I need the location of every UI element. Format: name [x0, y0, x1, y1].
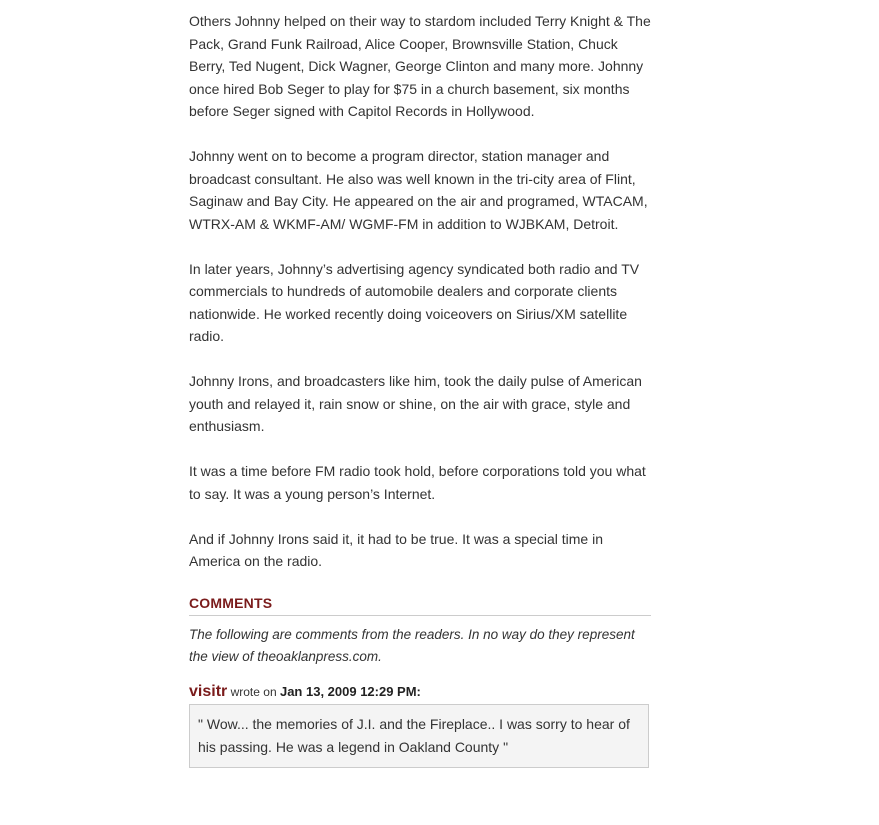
comments-disclaimer: The following are comments from the readers. In no way do they represent the view of theoaklanpress.com. — [189, 627, 635, 664]
article-paragraph: In later years, Johnny’s advertising agency syndicated both radio and TV commercials to hundreds of automobile dealers and corporate clients nationwide. He worked recently doing voiceovers on Sirius/XM satellite radio. — [189, 260, 640, 344]
comment-text: " Wow... the memories of J.I. and the Fireplace.. I was sorry to hear of his passing. He was a legend in Oakland County " — [198, 716, 630, 755]
article-paragraph: It was a time before FM radio took hold, before corporations told you what to say. It was a young person’s Internet. — [189, 463, 646, 502]
comment-item — [189, 682, 651, 768]
comment-text-box — [189, 704, 649, 768]
comments-heading: COMMENTS — [189, 595, 651, 616]
comment-author[interactable]: visitr — [189, 683, 228, 700]
comments-section — [189, 595, 651, 768]
article-paragraph: And if Johnny Irons said it, it had to be true. It was a special time in America on the radio. — [189, 530, 603, 569]
article-body — [189, 10, 651, 768]
comment-meta — [189, 682, 651, 702]
comment-wrote-on-label: wrote on — [230, 685, 277, 699]
comment-date: Jan 13, 2009 12:29 PM: — [279, 684, 421, 699]
article-paragraph: Johnny Irons, and broadcasters like him, took the daily pulse of American youth and relayed it, rain snow or shine, on the air with grace, style and enthusiasm. — [189, 373, 642, 434]
article-paragraph: Others Johnny helped on their way to stardom included Terry Knight & The Pack, Grand Funk Railroad, Alice Cooper, Brownsville Station, Chuck Berry, Ted Nugent, Dick Wagner, George Clinton and many more. Johnny once hired Bob Seger to play for $75 in a church basement, six months before Seger signed with Capitol Records in Hollywood. — [189, 13, 651, 119]
article-paragraph: Johnny went on to become a program director, station manager and broadcast consultant. He also was well known in the tri-city area of Flint, Saginaw and Bay City. He appeared on the air and programed, WTACAM, WTRX-AM & WKMF-AM/ WGMF-FM in addition to WJBKAM, Detroit. — [189, 148, 648, 232]
